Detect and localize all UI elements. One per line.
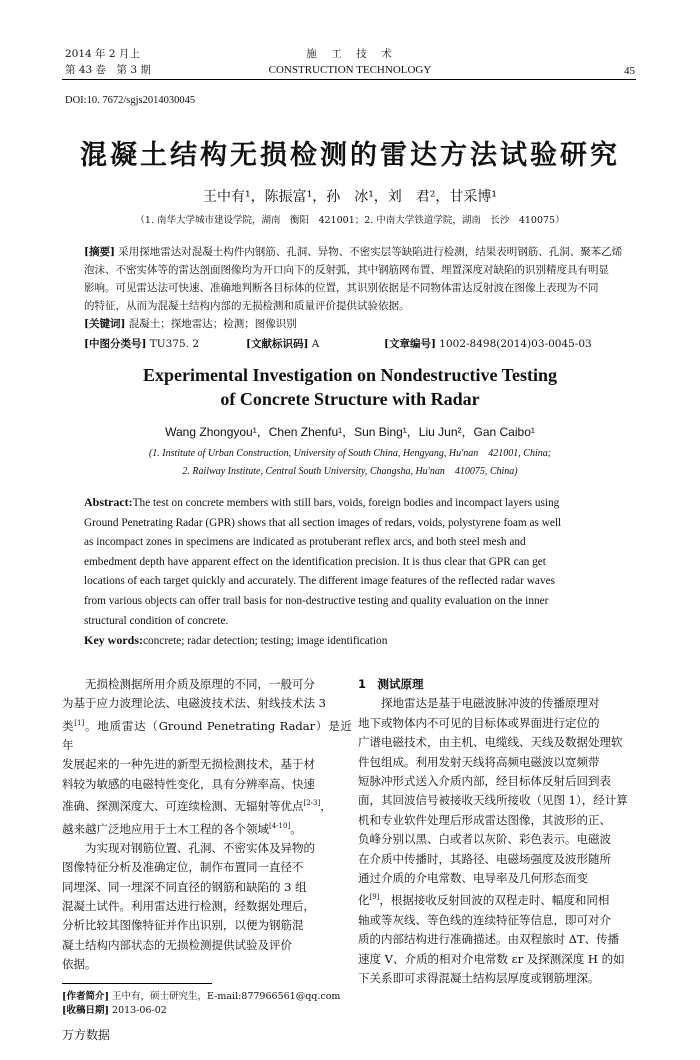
section-heading: 1 测试原理 [358, 677, 424, 691]
watermark: 万方数据 [62, 1028, 111, 1042]
clc-number: [中图分类号] TU375. 2 [84, 338, 200, 350]
doi: DOI:10. 7672/sgjs2014030045 [65, 95, 196, 106]
abstract-cn-line: 采用探地雷达对混凝土构件内钢筋、孔洞、异物、不密实层等缺陷进行检测，结果表明钢筋、孔洞、聚苯乙烯 [118, 246, 623, 258]
body-right-column: 1 测试原理 探地雷达是基于电磁波脉冲波的传播原理对 地下或物体内不可见的目标体或界面进行定位的 广谱电磁技术，由主机、电缆线、天线及数据处理软 件包组成。利用发射天线将高频电磁波以宽频带 短脉冲形式送入介质内部，经目标体反射后回到表 面，其回波信号被接收天线所接收（见图 1），经计算 机和专业软件处理后形成雷达图像，其波形的正、 负峰分别以黑、白或者以灰阶、彩色表示。电磁波 在介质中传播时，其路径、电磁场强度及波形随所 通过介质的介电常数、电导率及几何形态而变 化[9]，根据接收反射回波的双程走时、幅度和同相 轴或等灰线、等色线的连续特征等信息，即可对介 质的内部结构进行准确描述。由双程旅时 ΔT、传播 速度 V、介质的相对介电常数 εr 及探测深度 H 的如 下关系即可求得混凝土结构层厚度或钢筋埋深。 [358, 675, 641, 988]
abstract-cn-line: 的特征，从而为混凝土结构内部的无损检测和质量评价提供试验依据。 [84, 300, 410, 312]
paper-title-en-line2: of Concrete Structure with Radar [220, 389, 480, 409]
affiliation-en-line1: (1. Institute of Urban Construction, University of South China, Hengyang, Hu'nan 421001, China; [148, 448, 552, 459]
citation: [1] [74, 718, 85, 727]
article-number: [文章编号] 1002-8498(2014)03-0045-03 [384, 338, 592, 350]
header-volume: 第 43 卷 第 3 期 [65, 64, 151, 76]
citation: [9] [369, 893, 380, 902]
authors-en: Wang Zhongyou¹，Chen Zhenfu¹，Sun Bing¹，Liu Jun²，Gan Caibo¹ [165, 425, 535, 439]
page-number: 45 [624, 65, 635, 77]
header-rule [62, 79, 636, 80]
affiliation-en-line2: 2. Railway Institute, Central South University, Changsha, Hu'nan 410075, China) [182, 466, 518, 477]
abstract-en: Abstract:The test on concrete members with still bars, voids, foreign bodies and incompact layers using Ground Penetrating Radar (GPR) shows that all section images of redars, voids, polystyrene foam as well as incompact zones in specimens are indicated as protuberant reflex arcs, and both steel mesh and embedment depth have apparent effect on the identification precision. It is thus clear that GPR can get locations of each target quickly and accurately. The different image features of the reflected radar waves from various objects can offer trail basis for non-destructive testing and quality evaluation on the inner structural condition of concrete. Key words:concrete; radar detection; testing; image identification [84, 495, 562, 648]
abstract-cn-line: 泡沫、不密实体等的雷达剖面图像均为开口向下的反射弧，其中钢筋网布置、埋置深度对缺陷的识别精度具有明显 [84, 264, 609, 276]
paper-title-en-line1: Experimental Investigation on Nondestructive Testing [142, 365, 558, 385]
citation: [2-3] [303, 799, 321, 808]
footnote-rule [62, 983, 212, 984]
abstract-en-label: Abstract: [84, 495, 133, 509]
header-date: 2014 年 2 月上 [65, 48, 140, 60]
document-code: [文献标识码] A [246, 338, 320, 350]
footnote: [作者简介] 王中有，硕士研究生，E-mail:877966561@qq.com [收稿日期] 2013-06-02 [62, 991, 341, 1016]
journal-title-en: CONSTRUCTION TECHNOLOGY [268, 64, 432, 76]
citation: [4-10] [269, 821, 291, 830]
keywords-en-label: Key words: [84, 633, 143, 648]
paper-title-cn: 混凝土结构无损检测的雷达方法试验研究 [80, 140, 620, 171]
affiliation-cn: （1. 南华大学城市建设学院，湖南 衡阳 421001；2. 中南大学铁道学院，湖南 长沙 410075） [135, 215, 565, 226]
abstract-cn-line: 影响。可见雷达法可快速、准确地判断各目标体的位置，其识别依据是不同物体雷达反射波在图像上表现为不同 [84, 282, 599, 294]
journal-title-cn: 施 工 技 术 [306, 48, 394, 60]
keywords-cn-label: [关键词] [84, 318, 126, 330]
abstract-cn-label: [摘要] [84, 246, 115, 258]
abstract-cn [84, 243, 624, 333]
authors-cn: 王中有¹，陈振富¹，孙 冰¹，刘 君²，甘采博¹ [202, 189, 498, 205]
keywords-en: concrete; radar detection; testing; image identification [143, 635, 388, 648]
keywords-cn: 混凝土；探地雷达；检测；图像识别 [128, 318, 297, 330]
body-left-column: 无损检测据所用介质及原理的不同，一般可分 为基于应力波理论法、电磁波技术法、射线技术法 3 类[1]。地质雷达（Ground Penetrating Radar）是近年 发展起来的一种先进的新型无损检测技术，基于材 料较为敏感的电磁特性变化，具有分辨率高、快速 准确、探测深度大、可连续检测、无辐射等优点[2-3]， 越来越广泛地应用于土木工程的各个领域[4-10]。 为实现对钢筋位置、孔洞、不密实体及异物的 图像特征分析及准确定位，制作布置同一直径不 同埋深、同一埋深不同直径的钢筋和缺陷的 3 组 混凝土试件。利用雷达进行检测，经数据处理后， 分析比较其图像特征并作出识别，以便为钢筋混 凝土结构内部状态的无损检测提供试验及评价 依据。 [62, 677, 353, 972]
